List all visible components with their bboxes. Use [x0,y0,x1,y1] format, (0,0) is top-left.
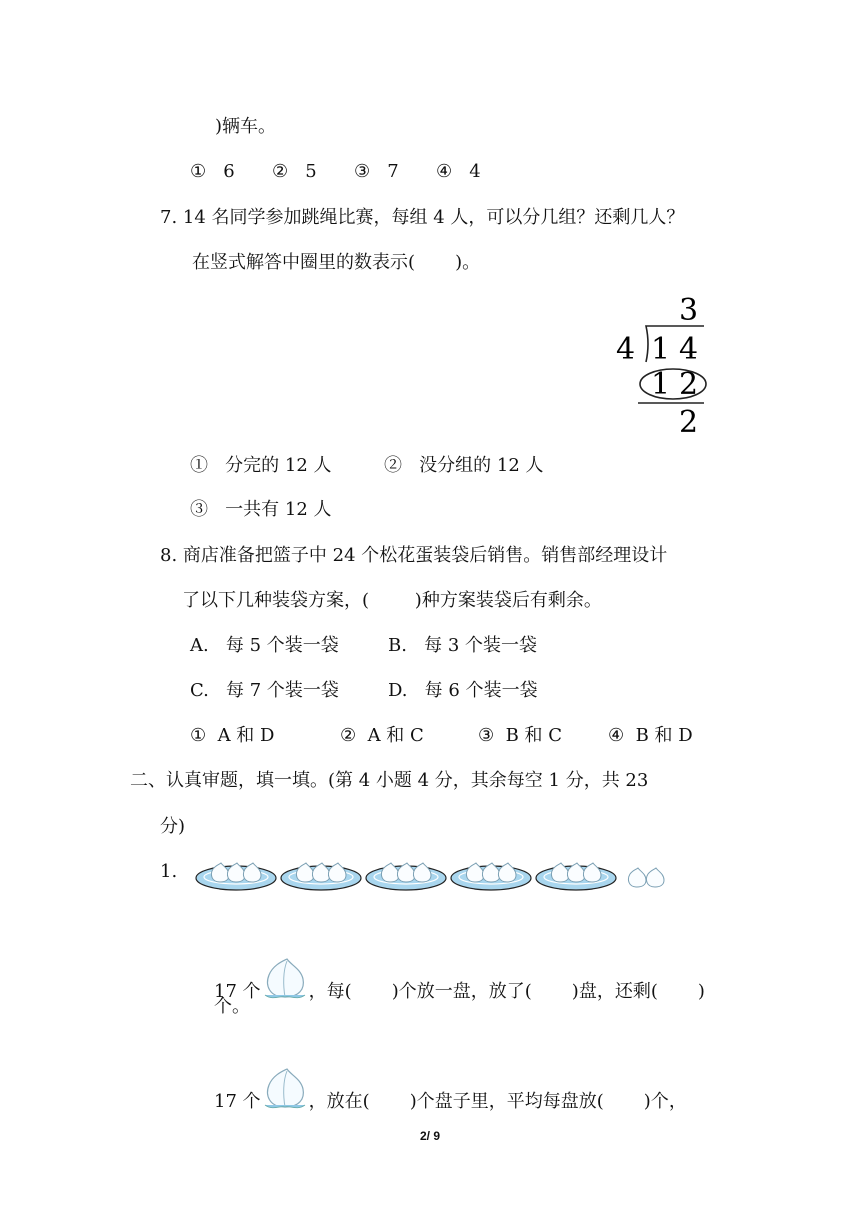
q8-option-1: ① A 和 D [190,725,275,746]
plate-of-peaches [196,863,276,890]
q6-options [190,160,510,184]
q8-line1: 8. 商店准备把篮子中 24 个松花蛋装袋后销售。销售部经理设计 [160,545,668,566]
q8-choice-b: B. 每 3 个装一袋 [388,635,538,656]
peach-icon [646,868,664,887]
section2-heading-line2: 分) [160,816,186,837]
q7-option-3: ③ 一共有 12 人 [190,499,332,520]
q6-option-1: ① 6 [190,161,235,182]
division-quotient: 3 [679,293,699,328]
division-divisor: 4 [616,332,636,367]
division-product-ones: 2 [679,367,699,402]
q7-line1: 7. 14 名同学参加跳绳比赛，每组 4 人，可以分几组？还剩几人？ [160,207,685,228]
q8-option-3: ③ B 和 C [478,725,563,746]
division-dividend-tens: 1 [651,332,671,367]
q1-s1-line2: 个。 [214,996,250,1017]
peach-plates-illustration [196,856,686,896]
q8-choice-c: C. 每 7 个装一袋 [190,680,339,701]
q8-option-4: ④ B 和 D [608,725,693,746]
q6-tail: )辆车。 [215,116,277,137]
division-remainder: 2 [679,405,699,440]
q8-choice-d: D. 每 6 个装一袋 [388,680,538,701]
q1-s2-rest: ，放在( )个盘子里，平均每盘放( )个， [308,1091,687,1112]
division-dividend-ones: 4 [679,332,699,367]
long-division-diagram [612,292,722,442]
q1-sentence2 [214,1067,687,1114]
q6-option-2: ② 5 [272,161,317,182]
page-number: 2/ 9 [419,1129,440,1143]
q6-option-3: ③ 7 [354,161,399,182]
q8-choices-cd [190,679,610,703]
q1-number: 1. [160,861,178,882]
q1-sentence1 [214,957,705,1004]
q8-options [190,724,730,748]
q8-choices-ab [190,634,610,658]
q8-line2: 了以下几种装袋方案，( )种方案装袋后有剩余。 [182,590,602,611]
q7-option-1-2 [190,454,610,478]
section2-heading-line1: 二、认真审题，填一填。(第 4 小题 4 分，其余每空 1 分，共 23 [130,770,649,791]
division-product-tens: 1 [651,367,671,402]
plate-of-peaches [366,863,446,890]
plate-of-peaches [281,863,361,890]
q6-option-4: ④ 4 [436,161,481,182]
plate-of-peaches [451,863,531,890]
q7-option-2: ② 没分组的 12 人 [384,455,544,476]
q1-s1-prefix: 17 个 [214,981,261,1002]
q1-s2-prefix: 17 个 [214,1091,261,1112]
q8-choice-a: A. 每 5 个装一袋 [190,635,339,656]
peach-icon [628,868,646,887]
peach-icon [261,957,309,1001]
q8-option-2: ② A 和 C [340,725,424,746]
q7-option-1: ① 分完的 12 人 [190,455,332,476]
q1-s1-rest: ，每( )个放一盘，放了( )盘，还剩( ) [308,981,705,1002]
plate-of-peaches [536,863,616,890]
peach-icon [261,1067,309,1111]
q7-line2: 在竖式解答中圈里的数表示( )。 [192,252,481,273]
